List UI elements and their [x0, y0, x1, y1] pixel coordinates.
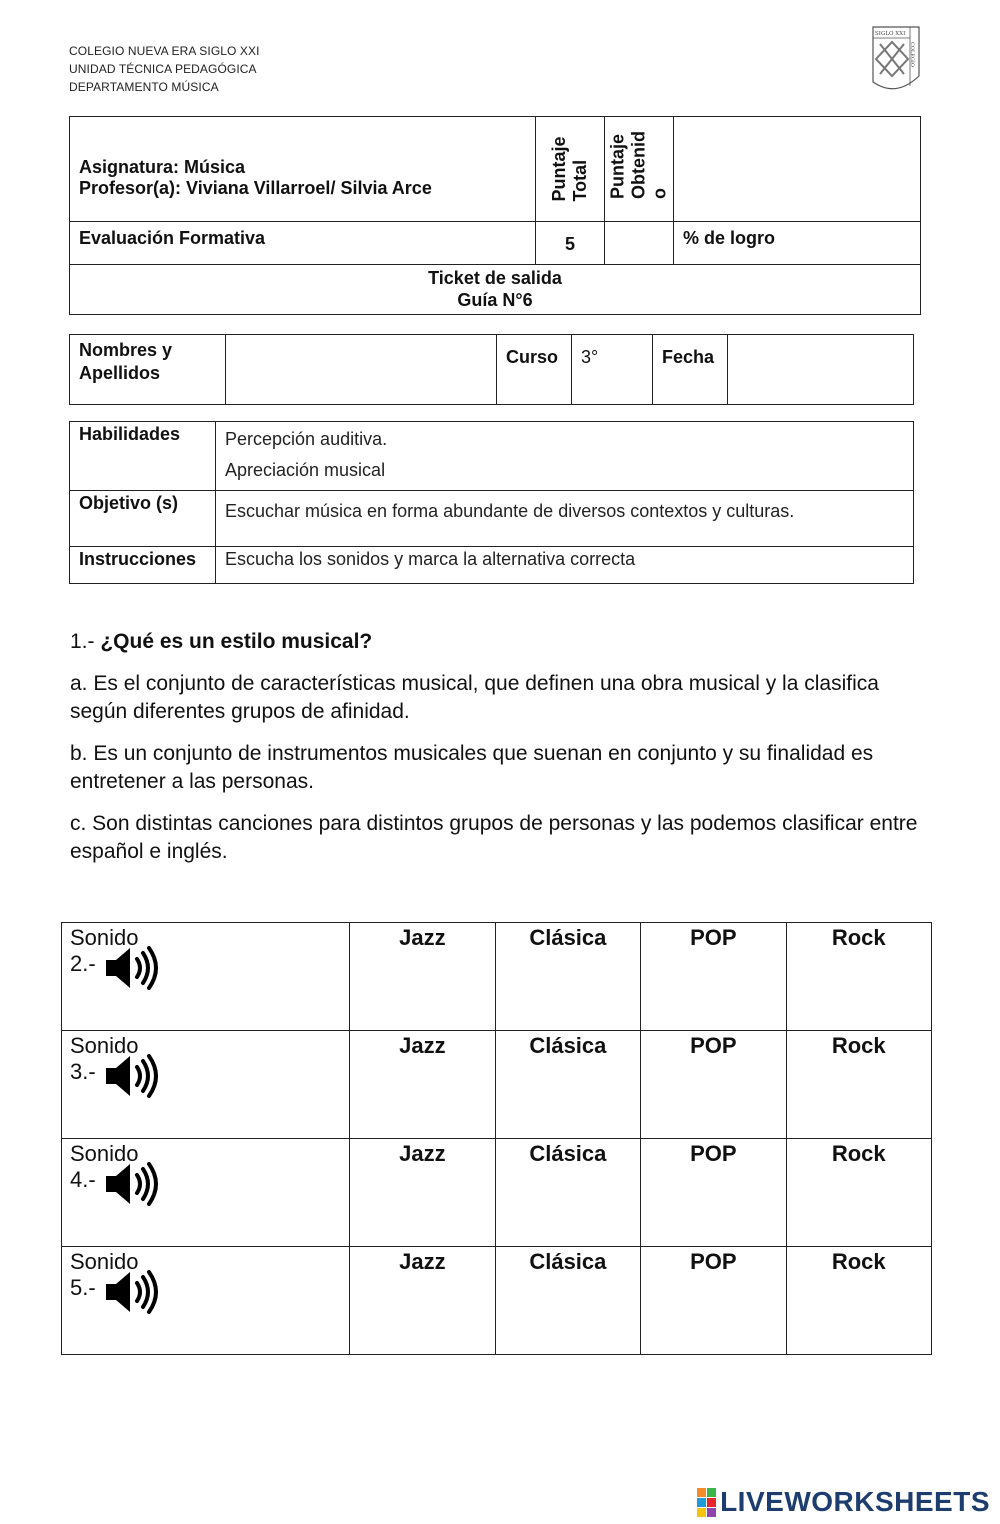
sound-number: 5.- — [70, 1275, 96, 1300]
course-value: 3° — [572, 335, 653, 405]
option-clasica[interactable]: Clásica — [495, 1139, 641, 1247]
student-table — [69, 334, 914, 405]
teacher: Profesor(a): Viviana Villarroel/ Silvia Arce — [79, 178, 432, 198]
school-unit: UNIDAD TÉCNICA PEDAGÓGICA — [69, 62, 257, 76]
skills-table — [69, 421, 914, 584]
option-rock[interactable]: Rock — [786, 1139, 931, 1247]
option-jazz[interactable]: Jazz — [350, 1247, 495, 1355]
name-label: Nombres y Apellidos — [70, 335, 226, 405]
logo-side-text: COLEGIO — [909, 42, 915, 67]
option-jazz[interactable]: Jazz — [350, 1031, 495, 1139]
option-clasica[interactable]: Clásica — [495, 1247, 641, 1355]
total-points-header: Puntaje Total — [536, 117, 605, 222]
school-logo — [870, 24, 922, 100]
instructions-text: Escucha los sonidos y marca la alternativa correcta — [216, 547, 914, 584]
eval-type: Evaluación Formativa — [70, 222, 536, 265]
obtained-points-header: Puntaje Obtenid o — [605, 117, 674, 222]
option-pop[interactable]: POP — [641, 1247, 786, 1355]
objective-label: Objetivo (s) — [70, 491, 216, 547]
option-b[interactable]: b. Es un conjunto de instrumentos musicales que suenan en conjunto y su finalidad es entretener a las personas. — [70, 742, 874, 793]
skill-item: Percepción auditiva. — [225, 429, 388, 449]
school-name: COLEGIO NUEVA ERA SIGLO XXI — [69, 44, 260, 58]
option-rock[interactable]: Rock — [786, 1031, 931, 1139]
name-field[interactable] — [226, 335, 497, 405]
sound-label: Sonido — [70, 1249, 139, 1274]
course-label: Curso — [497, 335, 572, 405]
instructions-label: Instrucciones — [70, 547, 216, 584]
option-jazz[interactable]: Jazz — [350, 923, 495, 1031]
skill-item: Apreciación musical — [225, 460, 386, 480]
subject: Asignatura: Música — [79, 157, 246, 177]
sound-number: 3.- — [70, 1059, 96, 1084]
option-jazz[interactable]: Jazz — [350, 1139, 495, 1247]
sound-label: Sonido — [70, 1033, 139, 1058]
date-field[interactable] — [728, 335, 914, 405]
sound-row — [62, 1139, 932, 1247]
liveworksheets-brand: LIVEWORKSHEETS — [720, 1486, 990, 1517]
speaker-icon[interactable] — [102, 1161, 160, 1207]
option-rock[interactable]: Rock — [786, 923, 931, 1031]
sound-table — [61, 922, 932, 1355]
option-clasica[interactable]: Clásica — [495, 1031, 641, 1139]
ticket-title: Ticket de salida — [428, 268, 562, 288]
option-pop[interactable]: POP — [641, 923, 786, 1031]
sound-row — [62, 1031, 932, 1139]
speaker-icon[interactable] — [102, 1053, 160, 1099]
speaker-icon[interactable] — [102, 1269, 160, 1315]
achievement-label: % de logro — [674, 222, 921, 265]
sound-number: 4.- — [70, 1167, 96, 1192]
option-pop[interactable]: POP — [641, 1139, 786, 1247]
option-c[interactable]: c. Son distintas canciones para distintos grupos de personas y las podemos clasificar entre español e inglés. — [70, 812, 918, 863]
question-number: 1.- — [70, 630, 95, 653]
liveworksheets-logo — [697, 1486, 990, 1518]
obtained-points-field[interactable] — [605, 222, 674, 265]
sound-row — [62, 1247, 932, 1355]
liveworksheets-icon — [697, 1488, 716, 1517]
option-a[interactable]: a. Es el conjunto de características musical, que definen una obra musical y la clasifica según diferentes grupos de afinidad. — [70, 672, 879, 723]
school-department: DEPARTAMENTO MÚSICA — [69, 80, 219, 94]
info-table — [69, 116, 921, 315]
sound-label: Sonido — [70, 925, 139, 950]
guide-number: Guía N°6 — [457, 290, 533, 310]
logo-top-text: SIGLO XXI — [875, 31, 906, 37]
sound-row — [62, 923, 932, 1031]
sound-label: Sonido — [70, 1141, 139, 1166]
skills-label: Habilidades — [70, 422, 216, 491]
school-header — [69, 42, 260, 96]
blank-cell — [674, 117, 921, 222]
question-1 — [70, 628, 930, 866]
question-text: ¿Qué es un estilo musical? — [100, 630, 373, 653]
option-rock[interactable]: Rock — [786, 1247, 931, 1355]
total-points: 5 — [536, 222, 605, 265]
option-clasica[interactable]: Clásica — [495, 923, 641, 1031]
objective-text: Escuchar música en forma abundante de diversos contextos y culturas. — [216, 491, 914, 547]
speaker-icon[interactable] — [102, 945, 160, 991]
option-pop[interactable]: POP — [641, 1031, 786, 1139]
sound-number: 2.- — [70, 951, 96, 976]
date-label: Fecha — [653, 335, 728, 405]
